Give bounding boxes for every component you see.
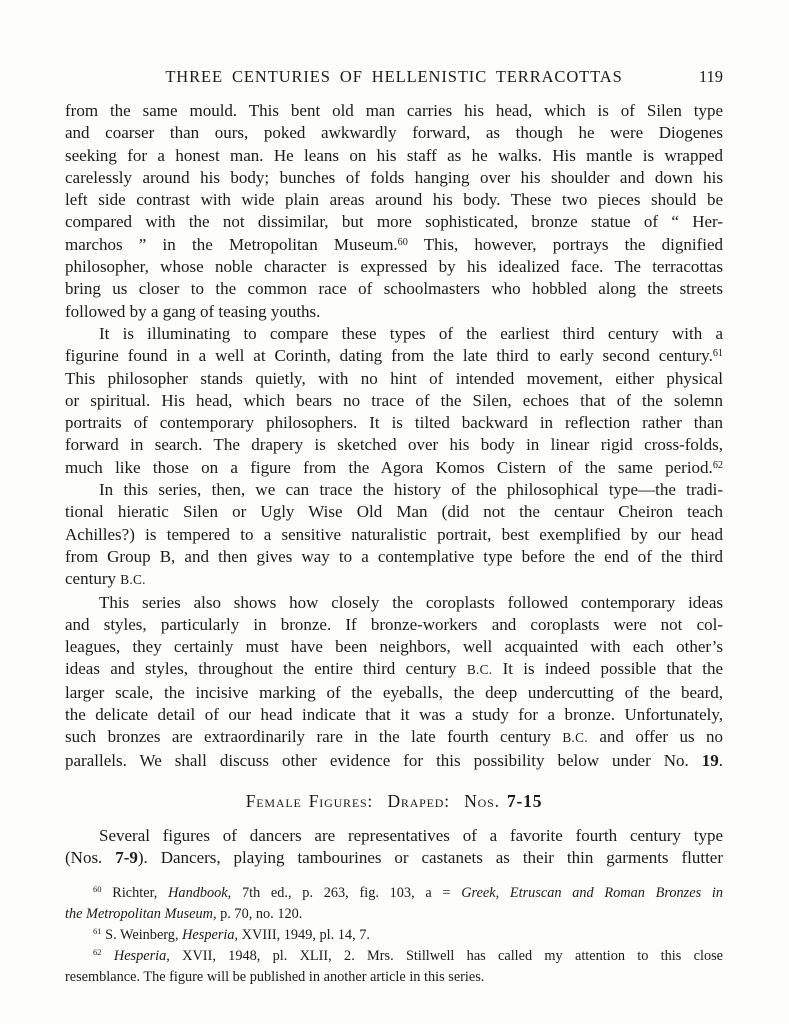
text-line xyxy=(65,568,723,591)
footnote-reference: 61 xyxy=(712,348,723,360)
text-segment: from the same mould. This bent old man carries his head, which is of Silen type xyxy=(65,101,723,120)
text-line xyxy=(65,368,723,390)
text-line xyxy=(65,946,723,967)
section-heading xyxy=(65,789,723,813)
footnote xyxy=(65,946,723,988)
paragraph xyxy=(65,100,723,323)
text-line xyxy=(65,323,723,345)
text-segment: much like those on a figure from the Agora Komos Cistern of the same period. xyxy=(65,457,713,477)
footnote xyxy=(65,883,723,925)
footnotes xyxy=(65,883,723,988)
text-segment: Hesperia xyxy=(182,926,235,943)
text-segment: such bronzes are extraordinarily rare in the late fourth century xyxy=(65,727,563,747)
text-segment: (Nos. xyxy=(65,848,116,868)
text-line xyxy=(65,967,723,988)
text-segment: 7-9 xyxy=(115,848,138,868)
text-line xyxy=(65,592,723,614)
text-segment: followed by a gang of teasing youths. xyxy=(65,301,321,321)
text-segment: Richter, xyxy=(101,884,169,901)
text-segment: Achilles?) is tempered to a sensitive naturalistic portrait, best exemplified by our head xyxy=(65,524,723,544)
text-line xyxy=(65,301,723,323)
text-line xyxy=(65,122,723,144)
text-segment: This philosopher stands quietly, with no hint of intended movement, either physical xyxy=(65,368,723,388)
text-line xyxy=(65,412,723,434)
text-segment: and offer us no xyxy=(587,727,723,747)
text-line xyxy=(65,904,723,925)
text-segment: ideas and styles, throughout the entire third century xyxy=(65,659,467,679)
text-line xyxy=(65,750,723,772)
text-line xyxy=(65,479,723,501)
paragraph xyxy=(65,592,723,772)
running-title: THREE CENTURIES OF HELLENISTIC TERRACOTTAS xyxy=(165,67,623,86)
text-line xyxy=(65,457,723,479)
text-segment: 19 xyxy=(701,750,719,770)
text-line xyxy=(65,726,723,749)
text-segment: Handbook xyxy=(168,884,228,901)
text-line xyxy=(65,278,723,300)
text-segment: B.C. xyxy=(466,662,493,678)
text-segment: portraits of contemporary philosophers. It is tilted backward in reflection rather than xyxy=(65,413,723,433)
text-segment: , p. 70, no. 120. xyxy=(212,905,303,922)
text-line xyxy=(65,189,723,211)
text-segment: resemblance. The figure will be published in another article in this series. xyxy=(65,968,485,985)
text-line xyxy=(65,501,723,523)
text-line xyxy=(65,100,723,122)
text-line xyxy=(65,847,723,869)
footnote-reference: 62 xyxy=(712,459,723,471)
page-content xyxy=(65,66,723,988)
body-text xyxy=(65,100,723,870)
paragraph xyxy=(65,825,723,870)
footnote-reference: 60 xyxy=(397,236,408,248)
text-line xyxy=(65,234,723,256)
text-segment: compared with the not dissimilar, but more sophisticated, bronze statue of “ Her- xyxy=(65,212,723,232)
text-segment: Female Figures: Draped: Nos. xyxy=(245,790,507,811)
text-line xyxy=(65,546,723,568)
text-line xyxy=(65,658,723,681)
text-segment: marchos ” in the Metropolitan Museum. xyxy=(65,234,398,254)
text-line xyxy=(65,211,723,233)
text-segment: It is illuminating to compare these types of the earliest third century with a xyxy=(99,323,723,343)
text-segment: It is indeed possible that the xyxy=(492,659,723,679)
text-segment: S. Weinberg, xyxy=(101,926,183,943)
text-segment: or spiritual. His head, which bears no trace of the Silen, echoes that of the solemn xyxy=(65,390,723,410)
text-segment: . xyxy=(718,750,723,770)
text-segment: carelessly around his body; bunches of folds hanging over his shoulder and down his xyxy=(65,167,723,187)
text-line xyxy=(65,524,723,546)
page-header xyxy=(65,66,723,88)
footnote xyxy=(65,925,723,946)
text-segment: bring us closer to the common race of schoolmasters who hobbled along the streets xyxy=(65,279,723,299)
text-segment: figurine found in a well at Corinth, dating from the late third to early second century. xyxy=(65,346,713,366)
text-line xyxy=(65,704,723,726)
paragraph xyxy=(65,323,723,479)
text-segment: This series also shows how closely the coroplasts followed contemporary ideas xyxy=(99,592,723,612)
text-segment: the Metropolitan Museum xyxy=(65,905,213,922)
text-segment: century xyxy=(65,569,121,589)
text-line xyxy=(65,883,723,904)
text-segment: philosopher, whose noble character is expressed by his idealized face. The terracottas xyxy=(65,257,723,277)
text-segment: ). Dancers, playing tambourines or castanets as their thin garments flutter xyxy=(137,848,723,868)
text-segment: This, however, portrays the dignified xyxy=(407,234,723,254)
text-segment: 7-15 xyxy=(506,790,543,811)
text-segment: and coarser than ours, poked awkwardly forward, as though he were Diogenes xyxy=(65,123,723,143)
text-line xyxy=(65,145,723,167)
text-line xyxy=(65,825,723,847)
text-segment: In this series, then, we can trace the history of the philosophical type—the tradi- xyxy=(99,480,723,500)
text-line xyxy=(65,256,723,278)
paragraph xyxy=(65,479,723,591)
text-segment: and styles, particularly in bronze. If bronze-workers and coroplasts were not col- xyxy=(65,614,723,634)
text-segment: Several figures of dancers are representatives of a favorite fourth century type xyxy=(99,825,723,845)
text-line xyxy=(65,682,723,704)
text-segment: B.C. xyxy=(120,572,146,588)
text-segment: B.C. xyxy=(562,730,588,746)
text-segment: the delicate detail of our head indicate that it was a study for a bronze. Unfortunately, xyxy=(65,705,723,725)
footnote-reference: 62 xyxy=(93,947,102,958)
text-segment: Hesperia xyxy=(113,947,167,964)
text-segment: , 7th ed., p. 263, fig. 103, a = xyxy=(227,884,462,901)
text-segment: parallels. We shall discuss other evidence for this possibility below under No. xyxy=(65,750,702,770)
text-line xyxy=(65,167,723,189)
text-segment: left side contrast with wide plain areas around his body. These two pieces should be xyxy=(65,190,723,210)
footnote-reference: 60 xyxy=(93,884,102,895)
text-line xyxy=(65,345,723,367)
text-segment: Greek, Etruscan and Roman Bronzes in xyxy=(461,884,723,901)
text-segment: , XVII, 1948, pl. XLII, 2. Mrs. Stillwell has called my attention to this close xyxy=(166,947,723,964)
text-segment: , XVIII, 1949, pl. 14, 7. xyxy=(234,926,370,943)
footnote-reference: 61 xyxy=(93,926,102,937)
text-line xyxy=(65,434,723,456)
text-line xyxy=(65,636,723,658)
text-segment: forward in search. The drapery is sketched over his body in linear rigid cross-folds, xyxy=(65,435,723,455)
text-segment: tional hieratic Silen or Ugly Wise Old Man (did not the centaur Cheiron teach xyxy=(65,502,723,522)
text-line xyxy=(65,925,723,946)
text-segment: seeking for a honest man. He leans on his staff as he walks. His mantle is wrapped xyxy=(65,145,723,165)
text-line xyxy=(65,390,723,412)
text-line xyxy=(65,614,723,636)
text-segment: leagues, they certainly must have been neighbors, well acquainted with each other’s xyxy=(65,637,723,657)
text-segment xyxy=(102,948,114,964)
page-number: 119 xyxy=(698,67,723,86)
text-segment: larger scale, the incisive marking of the eyeballs, the deep undercutting of the beard, xyxy=(65,682,723,702)
text-segment: from Group B, and then gives way to a contemplative type before the end of the third xyxy=(65,546,723,566)
